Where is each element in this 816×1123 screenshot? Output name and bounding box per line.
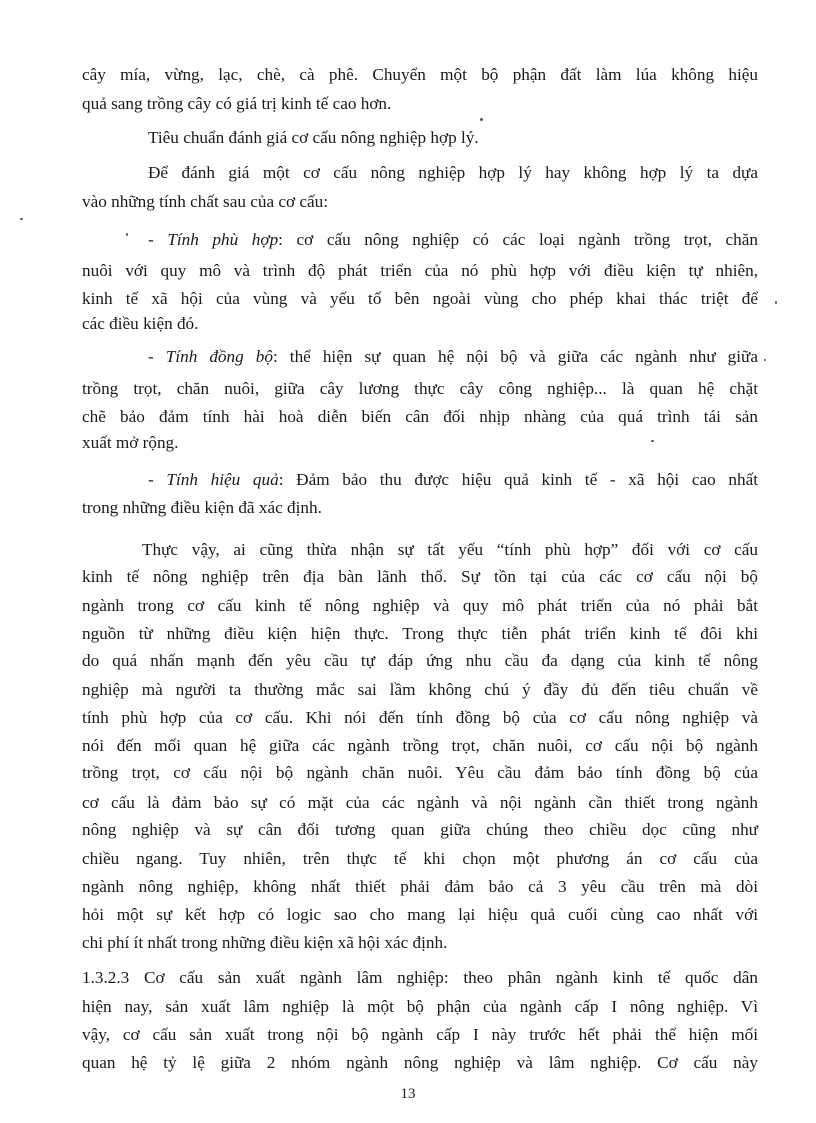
bullet-suitability-line xyxy=(148,229,758,251)
paragraph-1-line: cây mía, vừng, lạc, chè, cà phê. Chuyển một bộ phận đất làm lúa không hiệu xyxy=(82,65,758,84)
scan-speck xyxy=(775,301,777,304)
paragraph-3-line: hỏi một sự kết hợp có logic sao cho mang lại hiệu quả cuối cùng cao nhất với xyxy=(82,905,758,924)
paragraph-1-line: quả sang trồng cây có giá trị kinh tế cao hơn. xyxy=(82,94,392,113)
paragraph-4-line: 1.3.2.3 Cơ cấu sản xuất ngành lâm nghiệp: theo phân ngành kinh tế quốc dân xyxy=(82,968,758,987)
paragraph-2-line: Để đánh giá một cơ cấu nông nghiệp hợp lý hay không hợp lý ta dựa xyxy=(148,163,758,182)
paragraph-2-line: vào những tính chất sau của cơ cấu: xyxy=(82,192,329,211)
bullet-efficiency-line: trong những điều kiện đã xác định. xyxy=(82,498,322,517)
paragraph-3-line: nói đến mối quan hệ giữa các ngành trồng trọt, chăn nuôi, cơ cấu nội bộ ngành xyxy=(82,736,758,755)
bullet-efficiency-term: - Tính hiệu quả xyxy=(148,470,279,489)
bullet-suitability-line: các điều kiện đó. xyxy=(82,314,199,333)
paragraph-3-line: tính phù hợp của cơ cấu. Khi nói đến tính đồng bộ của cơ cấu nông nghiệp và xyxy=(82,708,758,727)
paragraph-3-line: do quá nhấn mạnh đến yêu cầu tự đáp ứng nhu cầu đa dạng của kinh tế nông xyxy=(82,651,758,670)
paragraph-3-line: chiều ngang. Tuy nhiên, trên thực tế khi chọn một phương án cơ cấu của xyxy=(82,849,758,868)
bullet-suitability-line: nuôi với quy mô và trình độ phát triển của nó phù hợp với điều kiện tự nhiên, xyxy=(82,261,758,280)
bullet-synchrony-line: chẽ bảo đảm tính hài hoà diễn biến cân đối nhịp nhàng của quá trình tái sản xyxy=(82,407,758,426)
paragraph-3-line: nông nghiệp và sự cân đối tương quan giữa chúng theo chiều dọc cũng như xyxy=(82,820,758,839)
bullet-suitability-line: kinh tế xã hội của vùng và yếu tố bên ngoài vùng cho phép khai thác triệt để xyxy=(82,289,758,308)
paragraph-4-line: vậy, cơ cấu sản xuất trong nội bộ ngành cấp I này trước hết phải thể hiện mối xyxy=(82,1025,758,1044)
bullet-suitability-term: - Tính phù hợp xyxy=(148,230,279,249)
scan-speck xyxy=(126,233,128,236)
scan-speck xyxy=(651,440,654,442)
paragraph-3-line: cơ cấu là đảm bảo sự có mặt của các ngành và nội ngành cần thiết trong ngành xyxy=(82,793,758,812)
paragraph-3-line: nguồn từ những điều kiện hiện thực. Trong thực tiễn phát triển kinh tế đôi khi xyxy=(82,624,758,643)
paragraph-3-line: ngành trong cơ cấu kinh tế nông nghiệp và quy mô phát triển của nó phải bắt xyxy=(82,596,758,615)
scan-speck xyxy=(764,359,766,361)
bullet-synchrony-line: trồng trọt, chăn nuôi, giữa cây lương thực cây công nghiệp... là quan hệ chặt xyxy=(82,379,758,398)
paragraph-4-line: hiện nay, sản xuất lâm nghiệp là một bộ phận của ngành cấp I nông nghiệp. Vì xyxy=(82,997,758,1016)
bullet-synchrony-line: xuất mở rộng. xyxy=(82,433,179,452)
bullet-efficiency-line xyxy=(148,469,758,491)
paragraph-4-line: quan hệ tỷ lệ giữa 2 nhóm ngành nông nghiệp và lâm nghiệp. Cơ cấu này xyxy=(82,1053,758,1072)
paragraph-3-line: trồng trọt, cơ cấu nội bộ ngành chăn nuôi. Yêu cầu đảm bảo tính đồng bộ của xyxy=(82,763,758,782)
scan-speck xyxy=(20,218,23,220)
paragraph-3-line: nghiệp mà người ta thường mắc sai lầm không chú ý đầy đủ đến tiêu chuẩn về xyxy=(82,680,758,699)
scan-speck xyxy=(480,118,483,121)
paragraph-3-line: Thực vậy, ai cũng thừa nhận sự tất yếu “tính phù hợp” đối với cơ cấu xyxy=(142,540,758,559)
paragraph-3-line: chi phí ít nhất trong những điều kiện xã hội xác định. xyxy=(82,933,448,952)
bullet-suitability-text: : cơ cấu nông nghiệp có các loại ngành trồng trọt, chăn xyxy=(278,230,758,249)
page-number: 13 xyxy=(400,1086,416,1102)
paragraph-3-line: kinh tế nông nghiệp trên địa bàn lãnh thổ. Sự tồn tại của các cơ cấu nội bộ xyxy=(82,567,758,586)
section-heading: Tiêu chuẩn đánh giá cơ cấu nông nghiệp hợp lý. xyxy=(148,128,479,147)
bullet-synchrony-text: : thể hiện sự quan hệ nội bộ và giữa các ngành như giữa xyxy=(272,347,758,366)
bullet-synchrony-line xyxy=(148,346,758,368)
bullet-synchrony-term: - Tính đồng bộ xyxy=(148,347,273,366)
bullet-efficiency-text: : Đảm bảo thu được hiệu quả kinh tế - xã hội cao nhất xyxy=(278,470,759,489)
paragraph-3-line: ngành nông nghiệp, không nhất thiết phải đảm bảo cả 3 yêu cầu trên mà dòi xyxy=(82,877,758,896)
